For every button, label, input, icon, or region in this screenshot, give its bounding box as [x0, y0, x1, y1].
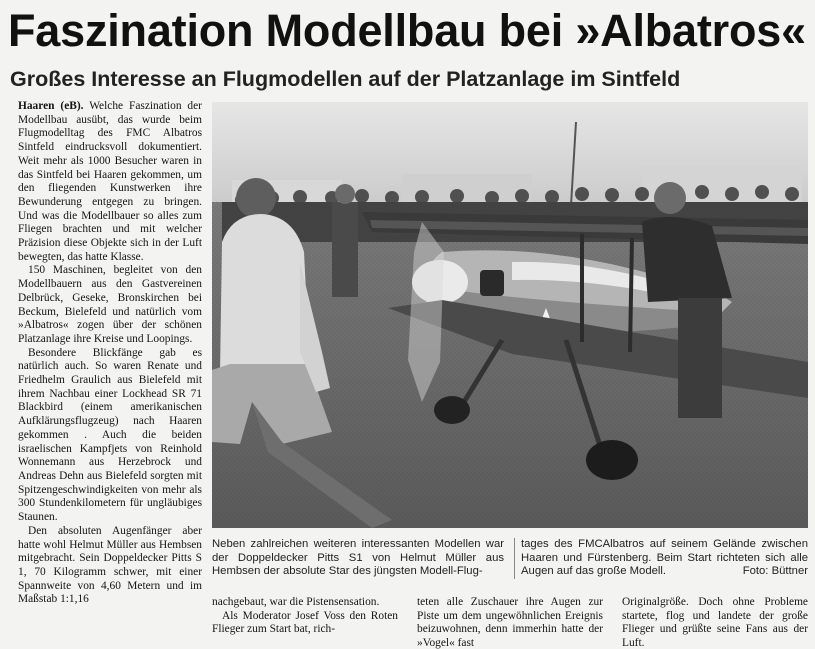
article-paragraph: teten alle Zuschauer ihre Augen zur Piste um dem ungewöhnlichen Ereignis beizuwohnen, denn immerhin hatte der »Vogel« fast [417, 596, 603, 649]
article-column [622, 596, 808, 649]
photo-credit: Foto: Büttner [742, 565, 808, 578]
subheadline: Großes Interesse an Flugmodellen auf der Platzanlage im Sintfeld [10, 67, 681, 91]
article-paragraph: Als Moderator Josef Voss den Roten Flieger zum Start bat, rich- [212, 609, 398, 636]
article-paragraph: nachgebaut, war die Pistensensation. [212, 596, 380, 608]
dateline: Haaren (eB). [18, 100, 84, 112]
article-paragraph: Besondere Blickfänge gab es natürlich auch. So waren Renate und Friedhelm Graulich aus Bielefeld mit ihrem Nachbau einer Lockhead SR 71 Blackbird (einem amerikanischen Aufklärungsflugzeug) nach Haaren gekommen . Auch die beiden israelischen Kampfjets von Reinhold Wonnemann aus Herzebrock und Andreas Dehn aus Bielefeld sorgten mit Spitzengeschwindigkeiten von mehr als 300 Stundenkilometern für ungläubiges Staunen. [18, 346, 202, 524]
biplane-photo-illustration [212, 102, 808, 528]
article-column [417, 596, 603, 649]
article-paragraph: Originalgröße. Doch ohne Probleme startete, flog und landete der große Flieger und grüßte seine Fans aus der Luft. [622, 596, 808, 649]
article-column-left [18, 100, 202, 607]
headline: Faszination Modellbau bei »Albatros« [8, 5, 806, 56]
article-continuation [212, 596, 808, 649]
photo-caption-right [514, 538, 808, 579]
article-column [212, 596, 398, 649]
photo-caption-text: tages des FMCAlbatros auf seinem Gelände zwischen Haaren und Fürstenberg. Beim Start richteten sich alle Augen auf das große Modell. [521, 538, 808, 578]
article-paragraph: 150 Maschinen, begleitet von den Modellbauern aus den Gastvereinen Delbrück, Geseke, Bronskirchen bei Beckum, Bielefeld und natürlich vom »Albatros« zogen über der schönen Platzanlage ihre Kreise und Loopings. [18, 264, 202, 345]
article-paragraph: Den absoluten Augenfänger aber hatte wohl Helmut Müller aus Hembsen mitgebracht. Sein Doppeldecker Pitts S 1, 70 Kilogramm schwer, mit einer Spannweite von 4,60 Metern und im Maßstab 1:1,16 [18, 524, 202, 606]
article-photo [212, 102, 808, 528]
article-paragraph-text: Welche Faszination der Modellbau ausübt, das wurde beim Flugmodelltag des FMC Albatros Sintfeld eindrucksvoll dokumentiert. Weit mehr als 1000 Besucher waren in das Sintfeld bei Haaren gekommen, um den fliegenden Kunstwerken ihre Bewunderung entgegen zu bringen. Und was die Modellbauer so alles zum Fliegen brachten und mit welcher Präzision diese Objekte sich in der Luft bewegten, das hatte Klasse. [18, 100, 202, 263]
article-paragraph [18, 100, 202, 264]
photo-caption-left: Neben zahlreichen weiteren interessanten Modellen war der Doppeldecker Pitts S1 von Helmut Müller aus Hembsen der absolute Star des jüngsten Modell-Flug- [212, 538, 504, 578]
